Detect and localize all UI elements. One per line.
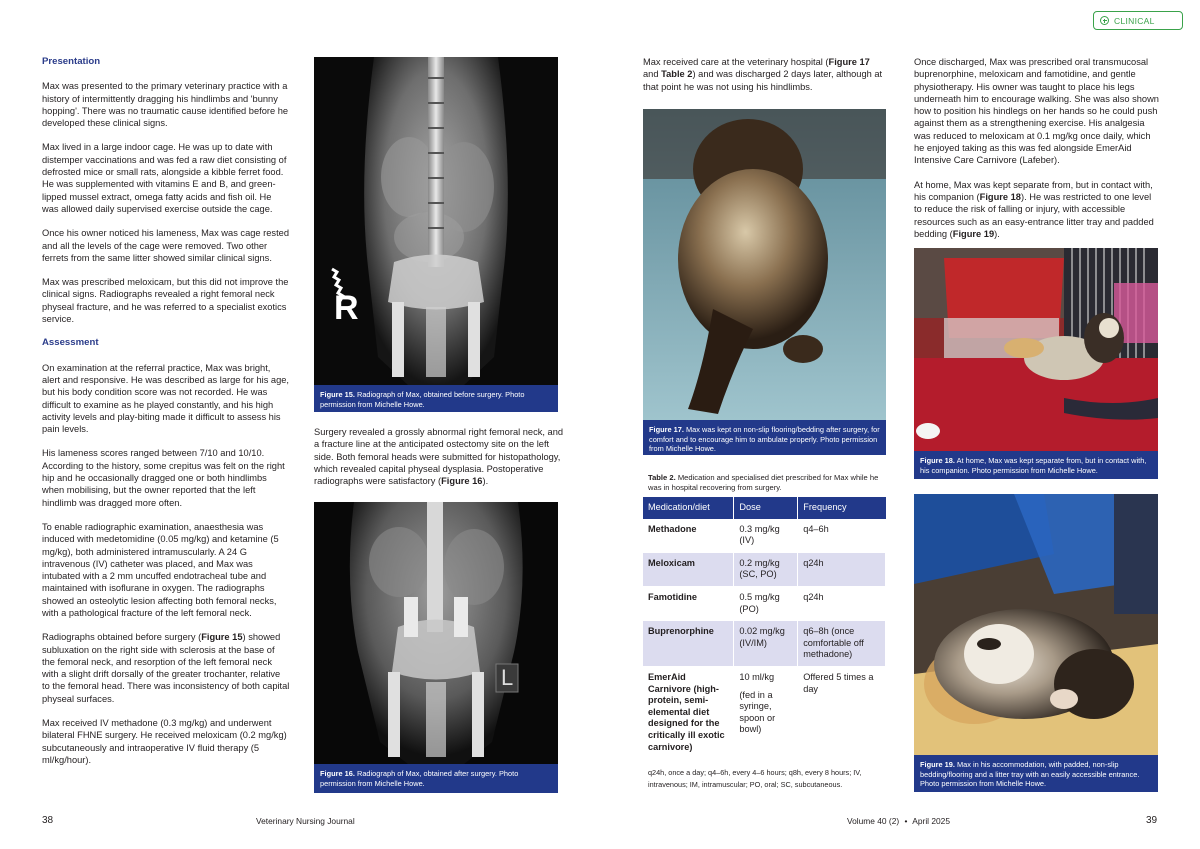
caption-text: Medication and specialised diet prescribed for Max while he was in hospital recovering from surgery. <box>648 473 879 492</box>
table-cell <box>734 666 798 768</box>
paragraph: Once his owner noticed his lameness, Max was cage rested and all the levels of the cage were removed. Two other ferrets from the same litter showed similar clinical signs. <box>42 228 290 263</box>
plus-circle-icon <box>1100 16 1109 25</box>
text-span: ). <box>482 476 489 487</box>
dose-value: 10 ml/kg <box>739 671 775 682</box>
table-cell: q24h <box>798 586 886 620</box>
table-header-cell: Frequency <box>798 497 886 519</box>
figure-15-radiograph <box>314 57 558 385</box>
table-row <box>643 552 886 586</box>
figure-reference: Figure 19 <box>952 228 995 239</box>
paragraph: To enable radiographic examination, anaesthesia was induced with medetomidine (0.05 mg/kg) and ketamine (5 mg/kg), both administered intramuscularly. A 24 G intravenous (IV) catheter was placed, and Max was intubated with a 2 mm uncuffed endotracheal tube and maintained with isoflurane in oxygen. The radiographs showed an osteolytic lesion affecting both femoral necks, with a pathological fracture of the left femoral neck. <box>42 521 279 618</box>
table-cell: EmerAid Carnivore (high-protein, semi-elemental diet designed for the critically ill exotic carnivore) <box>643 666 734 768</box>
text-span: At home, Max was kept separate from, but in contact with, his companion ( <box>914 179 1153 202</box>
text-span: Radiographs obtained before surgery ( <box>42 632 202 643</box>
table-2 <box>643 497 886 769</box>
table-cell: 0.2 mg/kg (SC, PO) <box>734 552 798 586</box>
issue-info <box>847 816 950 826</box>
assessment-heading: Assessment <box>42 337 99 349</box>
paragraph <box>42 631 290 705</box>
table-cell: Meloxicam <box>643 552 734 586</box>
paragraph: His lameness scores ranged between 7/10 and 10/10. According to the history, some crepitus was felt on the right hip and he occasionally dragged one or both hindlimbs when mobilising, but the owner reported that the left hindlimb was dragged more often. <box>42 448 285 508</box>
text-span: and <box>643 69 662 80</box>
paragraph: Max was prescribed meloxicam, but this did not improve the clinical signs. Radiographs revealed a right femoral neck physeal fracture, and he was referred to a specialist exotics service. <box>42 277 289 325</box>
table-cell: 0.3 mg/kg (IV) <box>734 519 798 553</box>
paragraph: Max received IV methadone (0.3 mg/kg) and underwent bilateral FHNE surgery. He received meloxicam (0.2 mg/kg) subcutaneously and intraoperative IV fluid therapy (5 ml/kg/hour). <box>42 718 287 765</box>
figure-reference: Figure 15 <box>201 632 243 643</box>
table-cell: q24h <box>798 552 886 586</box>
paragraph: Max was presented to the primary veterinary practice with a history of intermittently dragging his hindlimbs and 'bunny hopping'. There was no traumatic cause identified before he developed these clinical signs. <box>42 81 289 129</box>
figure-reference: Figure 18 <box>979 191 1021 202</box>
text-span: ) and was discharged 2 days later, although at that point he was not using his hindlimbs. <box>643 69 883 92</box>
figure-16-caption <box>314 764 558 793</box>
table-cell: Methadone <box>643 519 734 553</box>
caption-text: Radiograph of Max, obtained before surgery. Photo permission from Michelle Howe. <box>320 390 525 409</box>
radiograph-marker-r: R <box>334 289 359 327</box>
table-cell: 0.02 mg/kg (IV/IM) <box>734 621 798 667</box>
table-cell: Famotidine <box>643 586 734 620</box>
radiograph-image <box>314 57 558 385</box>
table-label: Table 2. <box>648 473 676 482</box>
caption-text: Max was kept on non-slip flooring/bedding after surgery, for comfort and to encourage him to ambulate properly. Photo permission from Michelle Howe. <box>649 425 880 454</box>
separator-bullet: • <box>904 816 908 826</box>
section-label: CLINICAL <box>1114 15 1155 26</box>
right-page-column-1-text <box>643 56 887 105</box>
right-page-number: 39 <box>1146 815 1158 826</box>
issue-date: April 2025 <box>912 816 950 826</box>
text-span: ). He was restricted to one level to reduce the risk of falling or injury, with accessible resources such as an easy-entrance litter tray and padded bedding ( <box>914 191 1154 239</box>
table-cell: q4–6h <box>798 519 886 553</box>
figure-reference: Figure 16 <box>441 476 483 487</box>
section-badge <box>1093 11 1183 30</box>
figure-label: Figure 18. <box>920 456 955 465</box>
table-cell: 0.5 mg/kg (PO) <box>734 586 798 620</box>
paragraph <box>643 56 887 93</box>
figure-18-caption <box>914 451 1158 479</box>
table-cell: Offered 5 times a day <box>798 666 886 768</box>
table-reference: Table 2 <box>661 69 693 80</box>
photo-image <box>914 248 1158 451</box>
figure-19-caption <box>914 755 1158 792</box>
photo-image <box>643 109 886 420</box>
table-header-cell: Dose <box>734 497 798 519</box>
table-cell: q6–8h (once comfortable off methadone) <box>798 621 886 667</box>
presentation-heading: Presentation <box>42 56 101 67</box>
figure-19-photo <box>914 494 1158 755</box>
figure-label: Figure 17. <box>649 425 684 434</box>
text-span: ) showed subluxation on the right side with sclerosis at the base of the femoral neck, and resorption of the left femoral neck with a slight drift dorsally of the greater trochanter, relative to the femoral head. There was inconsistency of both capital physeal surfaces. <box>42 632 290 704</box>
caption-text: Max in his accommodation, with padded, non-slip bedding/flooring and a litter tray with an easily accessible entrance. Photo permission from Michelle Howe. <box>920 760 1140 789</box>
figure-reference: Figure 17 <box>828 57 870 67</box>
caption-text: Radiograph of Max, obtained after surgery. Photo permission from Michelle Howe. <box>320 769 519 788</box>
table-row <box>643 519 886 553</box>
caption-text: At home, Max was kept separate from, but in contact with, his companion. Photo permission from Michelle Howe. <box>920 456 1147 475</box>
figure-label: Figure 15. <box>320 390 355 399</box>
issue-volume: Volume 40 (2) <box>847 816 900 826</box>
middle-column <box>314 426 564 499</box>
figure-15-caption <box>314 385 558 412</box>
table-header-row <box>643 497 886 519</box>
table-row <box>643 666 886 768</box>
radiograph-image <box>314 502 558 764</box>
table-row <box>643 621 886 667</box>
paragraph: On examination at the referral practice, Max was bright, alert and responsive. He was described as large for his age, but his body condition score was not recorded. He was difficult to examine as he played constantly, and his high activity levels and play-biting made it difficult to assess his pain levels. <box>42 362 290 435</box>
paragraph: Once discharged, Max was prescribed oral transmucosal buprenorphine, meloxicam and famotidine, and gentle physiotherapy. His owner was taught to place his legs underneath him to encourage walking. She was also shown how to position his hindlegs on her hands so he could push against them as a strengthening exercise. His analgesia was reduced to meloxicam at 0.1 mg/kg once daily, which he enjoyed taking as this was fed alongside EmerAid Intensive Care Carnivore (Lafeber). <box>914 57 1159 166</box>
figure-label: Figure 16. <box>320 769 355 778</box>
text-span: Max received care at the veterinary hospital ( <box>643 57 829 67</box>
paragraph <box>314 426 564 487</box>
dose-note: (fed in a syringe, spoon or bowl) <box>739 689 776 735</box>
right-page-column-2-text <box>914 56 1160 252</box>
table-header-cell: Medication/diet <box>643 497 734 519</box>
table-cell: Buprenorphine <box>643 621 734 667</box>
text-span: ). <box>994 228 1000 239</box>
figure-17-caption <box>643 420 886 455</box>
photo-image <box>914 494 1158 755</box>
text-span: Surgery revealed a grossly abnormal right femoral neck, and a fracture line at the anticipated ostectomy site on the left side. Both femoral heads were submitted for histopathology, which revealed capital physeal dysplasia. Postoperative radiographs were satisfactory ( <box>314 427 564 487</box>
figure-label: Figure 19. <box>920 760 955 769</box>
table-row <box>643 586 886 620</box>
figure-17-photo <box>643 109 886 420</box>
left-page-number: 38 <box>42 815 54 826</box>
paragraph: Max lived in a large indoor cage. He was up to date with distemper vaccinations and was fed a raw diet consisting of defrosted mice or small rats, alongside a kibble ferret food. He was supplemented with vitamins E and B, and green-lipped mussel extract, omega fatty acids and fish oil. He was allowed daily supervised exercise outside the cage. <box>42 142 287 214</box>
paragraph <box>914 179 1160 240</box>
figure-16-radiograph <box>314 502 558 764</box>
left-column <box>42 56 290 778</box>
table-2-caption <box>648 473 884 492</box>
journal-name: Veterinary Nursing Journal <box>256 816 355 826</box>
table-2-footnote: q24h, once a day; q4–6h, every 4–6 hours; q8h, every 8 hours; IV, intravenous; IM, intramuscular; PO, oral; SC, subcutaneous. <box>648 768 862 790</box>
radiograph-marker-l: L <box>501 665 514 690</box>
figure-18-photo <box>914 248 1158 451</box>
